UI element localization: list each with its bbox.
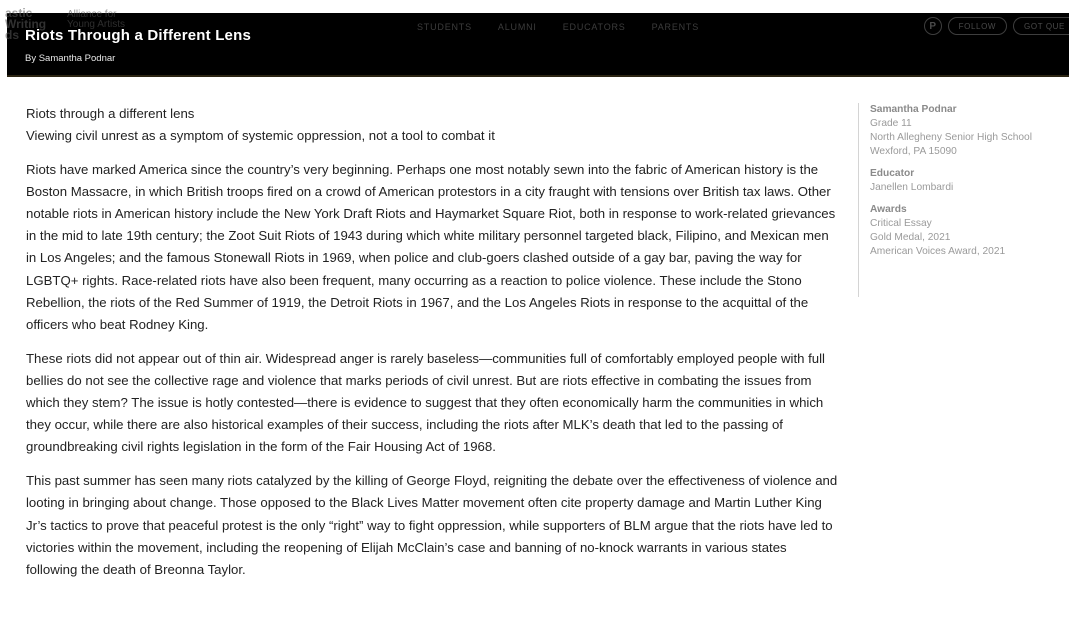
award-item: Critical Essay	[870, 218, 932, 229]
article-paragraph: This past summer has seen many riots catalyzed by the killing of George Floyd, reigniting the debate over the effectiveness of violence and looting in bringing about change. Those opposed to the Black Lives Matter movement often cite property damage and Martin Luther King Jr’s tactics to prove that peaceful protest is the only “right” way to fight oppression, while supporters of BLM argue that the riots have led to victories within the movement, including the reopening of Elijah McClain’s case and banning of no-knock warrants in various states following the death of Breonna Taylor.	[26, 473, 838, 577]
awards-info	[870, 203, 1068, 259]
page-title: Riots Through a Different Lens	[25, 27, 252, 44]
got-questions-button[interactable]: GOT QUE	[1013, 17, 1069, 35]
author-info	[870, 103, 1068, 159]
article-heading: Riots through a different lens	[26, 106, 195, 121]
educator-name: Janellen Lombardi	[870, 182, 954, 193]
awards-label: Awards	[870, 204, 907, 215]
article-paragraph: These riots did not appear out of thin air. Widespread anger is rarely baseless—communities full of comfortably employed people with full bellies do not see the collective rage and violence that marks periods of civil unrest. But are riots effective in combating the issues from which they stem? The issue is hotly contested—there is evidence to suggest that they often economically harm the communities in which they occur, while there are also historical examples of their success, including the riots after MLK’s death that led to the passing of groundbreaking civil rights legislation in the form of the Fair Housing Act of 1968.	[26, 350, 825, 455]
article-header	[5, 6, 1069, 77]
nav-educators[interactable]: EDUCATORS	[562, 22, 626, 32]
article-paragraph: Riots have marked America since the country’s very beginning. Perhaps one most notably sewn into the fabric of American history is the Boston Massacre, in which British troops fired on a crowd of American protestors in a city fraught with tensions over British tax laws. Other notable riots in American history include the New York Draft Riots and Haymarket Square Riot, both in response to work-related grievances in the mid to late 19th century; the Zoot Suit Riots of 1943 during which white military personnel targeted black, Filipino, and Mexican men in Los Angeles; and the famous Stonewall Riots in 1969, when police and club-goers clashed outside of a gay bar, paving the way for LGBTQ+ rights. Race-related riots have also been frequent, many occurring as a reaction to police violence. These include the Stono Rebellion, the riots of the Red Summer of 1919, the Detroit Riots in 1967, and the Los Angeles Riots in response to the acquittal of the officers who beat Rodney King.	[26, 161, 836, 332]
educator-label: Educator	[870, 168, 915, 179]
award-item: Gold Medal, 2021	[870, 232, 951, 243]
site-logo[interactable]: astic Writing ds	[5, 6, 47, 42]
author-school: North Allegheny Senior High School	[870, 132, 1032, 143]
byline: By Samantha Podnar	[25, 53, 116, 64]
nav-students[interactable]: STUDENTS	[417, 22, 472, 32]
author-grade: Grade 11	[870, 118, 912, 129]
educator-info	[870, 167, 1068, 195]
pinterest-icon[interactable]: P	[924, 17, 942, 35]
article-heading-block	[26, 103, 841, 147]
site-logo-subtitle: Alliance for Young Artists	[67, 9, 126, 30]
author-sidebar	[858, 103, 1068, 297]
author-name[interactable]: Samantha Podnar	[870, 104, 957, 115]
article-body	[26, 103, 841, 593]
article-subheading: Viewing civil unrest as a symptom of systemic oppression, not a tool to combat it	[26, 128, 495, 143]
follow-button[interactable]: FOLLOW	[948, 17, 1007, 35]
header-actions	[924, 17, 1069, 35]
nav-alumni[interactable]: ALUMNI	[497, 22, 537, 32]
award-item: American Voices Award, 2021	[870, 246, 1006, 257]
main-nav	[417, 22, 699, 32]
author-location: Wexford, PA 15090	[870, 146, 957, 157]
nav-parents[interactable]: PARENTS	[651, 22, 700, 32]
